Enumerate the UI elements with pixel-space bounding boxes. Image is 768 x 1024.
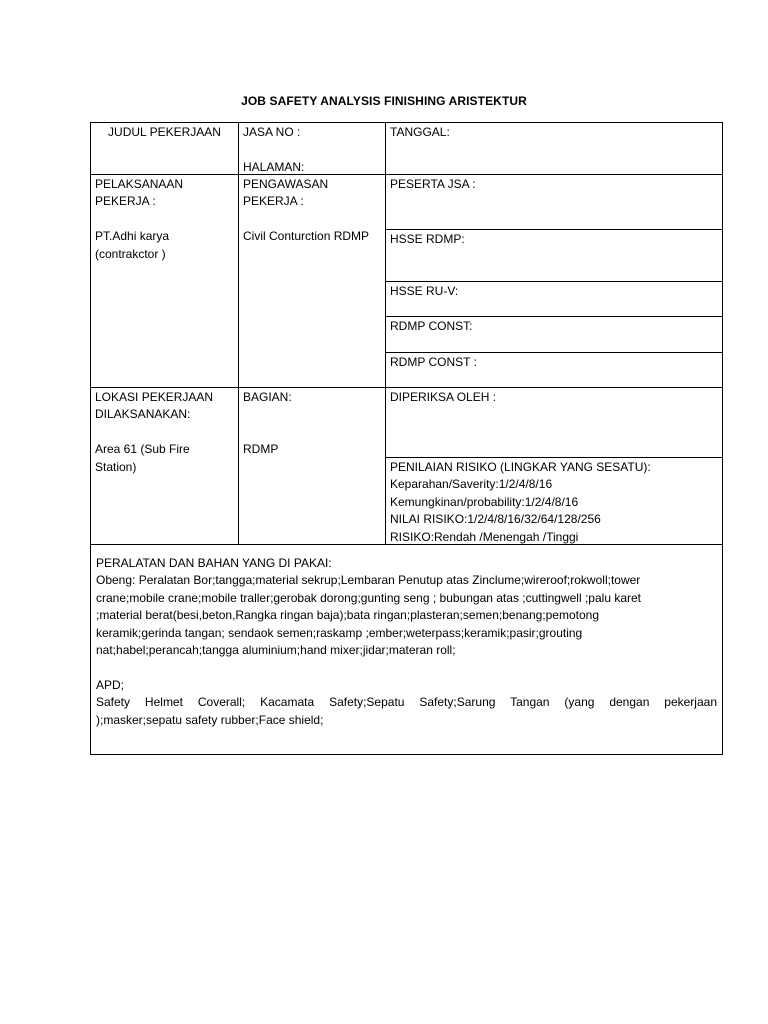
penilaian-risiko-cell	[385, 457, 722, 544]
judul-pekerjaan-label: JUDUL PEKERJAAN	[108, 125, 221, 139]
hsse-ruv-label: HSSE RU-V:	[390, 284, 459, 298]
risiko-level-line: RISIKO:Rendah /Menengah /Tinggi	[390, 529, 579, 544]
bagian-cell	[238, 387, 385, 544]
rdmp-const-cell-1	[385, 316, 722, 352]
tanggal-cell	[385, 123, 722, 174]
lokasi-value-line-1: Area 61 (Sub Fire	[95, 442, 190, 457]
bagian-value: RDMP	[243, 442, 279, 457]
pelaksana-value-line-2: (contrakctor )	[95, 246, 166, 261]
penilaian-risiko-heading: PENILAIAN RISIKO (LINGKAR YANG SESATU):	[390, 460, 651, 474]
lokasi-label-line-2: DILAKSANAKAN:	[95, 407, 191, 422]
rdmp-const-label-1: RDMP CONST:	[390, 319, 473, 333]
judul-pekerjaan-cell	[91, 123, 238, 174]
tanggal-label: TANGGAL:	[390, 125, 450, 139]
apd-line: Safety Helmet Coverall; Kacamata Safety;Sepatu Safety;Sarung Tangan (yang dengan pekerjaan	[96, 695, 717, 710]
lokasi-label-line-1: LOKASI PEKERJAAN	[95, 390, 214, 404]
equipment-line: crane;mobile crane;mobile traller;gerobak dorong;gunting seng ; bubungan atas ;cuttingwell ;palu karet	[96, 590, 642, 605]
lokasi-value-line-2: Station)	[95, 459, 137, 474]
pengawasan-label-line-1: PENGAWASAN	[243, 177, 329, 191]
pengawasan-value: Civil Conturction RDMP	[243, 229, 370, 244]
pengawasan-cell	[238, 174, 385, 387]
diperiksa-oleh-label: DIPERIKSA OLEH :	[390, 390, 497, 404]
pengawasan-label-line-2: PEKERJA :	[243, 194, 304, 209]
hsse-rdmp-cell	[385, 229, 722, 281]
jasa-no-label: JASA NO :	[243, 125, 301, 139]
pelaksanaan-cell	[91, 174, 238, 387]
diperiksa-oleh-cell	[385, 387, 722, 457]
equipment-line: nat;habel;perancah;tangga aluminium;hand mixer;jidar;materan roll;	[96, 643, 456, 658]
hsse-ruv-cell	[385, 281, 722, 316]
peserta-jsa-label: PESERTA JSA :	[390, 177, 476, 191]
jsa-form-table	[90, 122, 723, 755]
halaman-label: HALAMAN:	[243, 159, 305, 174]
apd-line: );masker;sepatu safety rubber;Face shield;	[96, 712, 324, 727]
hsse-rdmp-label: HSSE RDMP:	[390, 232, 465, 246]
equipment-line: ;material berat(besi,beton,Rangka ringan baja);bata ringan;plasteran;semen;benang;pemotong	[96, 608, 599, 623]
pelaksanaan-label-line-1: PELAKSANAAN	[95, 177, 184, 191]
equipment-line: Obeng: Peralatan Bor;tangga;material sekrup;Lembaran Penutup atas Zinclume;wireroof;rokwoll;tower	[96, 573, 641, 588]
pelaksana-value-line-1: PT.Adhi karya	[95, 229, 170, 244]
equipment-cell	[91, 544, 722, 754]
rdmp-const-cell-2	[385, 352, 722, 387]
keparahan-line: Keparahan/Saverity:1/2/4/8/16	[390, 477, 553, 492]
equipment-line: keramik;gerinda tangan; sendaok semen;raskamp ;ember;weterpass;keramik;pasir;grouting	[96, 625, 583, 640]
rdmp-const-label-2: RDMP CONST :	[390, 355, 477, 369]
equipment-heading: PERALATAN DAN BAHAN YANG DI PAKAI:	[96, 556, 332, 570]
bagian-label: BAGIAN:	[243, 390, 292, 404]
apd-heading: APD;	[96, 677, 125, 692]
jasa-no-cell	[238, 123, 385, 174]
pelaksanaan-label-line-2: PEKERJA :	[95, 194, 156, 209]
nilai-risiko-line: NILAI RISIKO:1/2/4/8/16/32/64/128/256	[390, 512, 601, 527]
peserta-jsa-cell	[385, 174, 722, 229]
document-title: JOB SAFETY ANALYSIS FINISHING ARISTEKTUR	[241, 94, 527, 108]
lokasi-cell	[91, 387, 238, 544]
kemungkinan-line: Kemungkinan/probability:1/2/4/8/16	[390, 494, 579, 509]
